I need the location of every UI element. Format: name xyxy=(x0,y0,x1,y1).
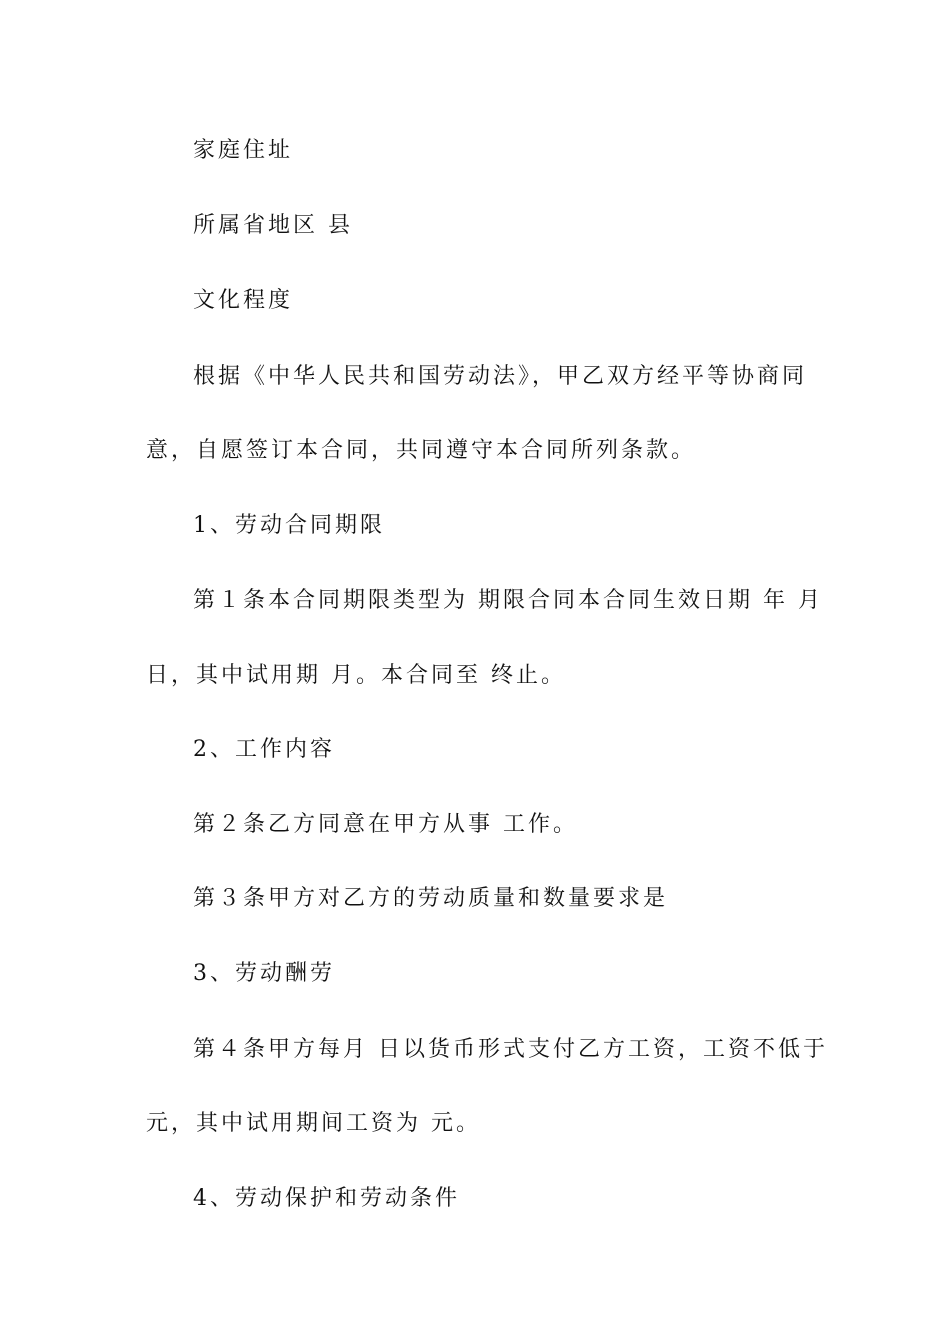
article-3: 第３条甲方对乙方的劳动质量和数量要求是 xyxy=(193,886,669,911)
article-4-line-2: 元，其中试用期间工资为 元。 xyxy=(146,1111,481,1136)
section-heading-labor-protection: 4、劳动保护和劳动条件 xyxy=(193,1186,460,1211)
article-2: 第２条乙方同意在甲方从事 工作。 xyxy=(193,812,578,837)
section-heading-remuneration: 3、劳动酬劳 xyxy=(193,961,335,986)
field-education-level: 文化程度 xyxy=(193,288,294,313)
field-home-address: 家庭住址 xyxy=(193,138,294,163)
preamble-line-2: 意，自愿签订本合同，共同遵守本合同所列条款。 xyxy=(146,438,697,463)
section-heading-contract-term: 1、劳动合同期限 xyxy=(193,513,385,538)
article-4-line-1: 第４条甲方每月 日以货币形式支付乙方工资，工资不低于 xyxy=(193,1037,828,1062)
field-province-region-county: 所属省地区 县 xyxy=(193,213,353,238)
preamble-line-1: 根据《中华人民共和国劳动法》，甲乙双方经平等协商同 xyxy=(193,364,808,389)
article-1-line-2: 日，其中试用期 月。本合同至 终止。 xyxy=(146,663,566,688)
article-1-line-1: 第１条本合同期限类型为 期限合同本合同生效日期 年 月 xyxy=(193,588,823,613)
section-heading-work-content: 2、工作内容 xyxy=(193,737,335,762)
